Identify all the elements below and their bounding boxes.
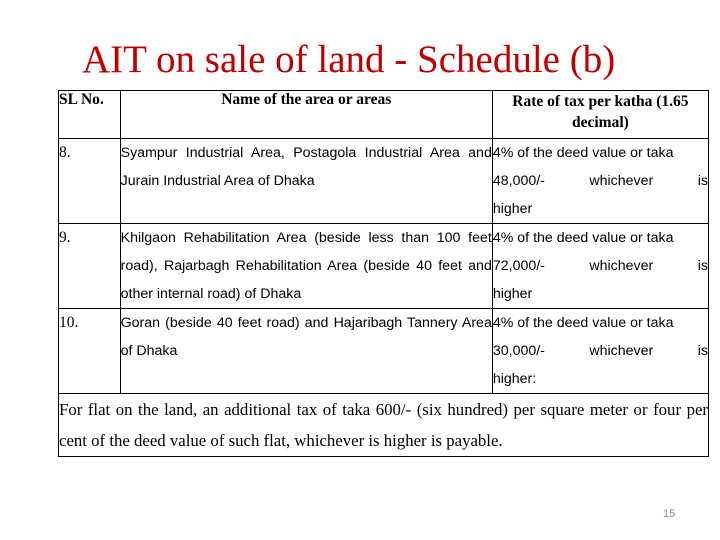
- table-note-row: [59, 394, 709, 457]
- page-number: 15: [663, 508, 676, 520]
- rate-line-justified: [493, 252, 708, 280]
- table-row: [59, 139, 709, 224]
- rate-amount: 48,000/-: [492, 173, 545, 189]
- rate-is: is: [697, 173, 708, 189]
- rate-whichever: whichever: [589, 343, 654, 359]
- rate-line: 4% of the deed value or taka: [492, 230, 674, 246]
- flat-tax-note: For flat on the land, an additional tax of taka 600/- (six hundred) per square meter or four per cent of the deed value of such flat, whichever is higher is payable.: [59, 394, 709, 457]
- rate-is: is: [697, 258, 708, 274]
- rate-amount: 30,000/-: [492, 343, 545, 359]
- header-sl-no: SL No.: [59, 91, 121, 139]
- row-sl-no: 10.: [59, 309, 121, 394]
- rate-line-justified: [493, 167, 708, 195]
- tax-schedule-table: [58, 90, 709, 457]
- table-row: [59, 224, 709, 309]
- row-area-name: Syampur Industrial Area, Postagola Industrial Area and Jurain Industrial Area of Dhaka: [120, 139, 492, 224]
- header-tax-rate-line1: Rate of tax per katha (1.65: [512, 93, 689, 110]
- row-area-name: Goran (beside 40 feet road) and Hajaribagh Tannery Area of Dhaka: [120, 309, 492, 394]
- header-tax-rate-line2: decimal): [572, 114, 629, 131]
- rate-line: 4% of the deed value or taka: [492, 145, 674, 161]
- rate-amount: 72,000/-: [492, 258, 545, 274]
- row-area-name: Khilgaon Rehabilitation Area (beside less than 100 feet road), Rajarbagh Rehabilitation Area (beside 40 feet and other internal road) of Dhaka: [120, 224, 492, 309]
- header-tax-rate: [492, 91, 708, 139]
- table-row: [59, 309, 709, 394]
- rate-whichever: whichever: [589, 173, 654, 189]
- rate-is: is: [697, 343, 708, 359]
- rate-line-justified: [493, 337, 708, 365]
- slide-title: AIT on sale of land - Schedule (b): [82, 38, 616, 81]
- header-area-name: Name of the area or areas: [120, 91, 492, 139]
- rate-tail: higher: [492, 286, 533, 302]
- table-header-row: [59, 91, 709, 139]
- row-tax-rate: [492, 224, 708, 309]
- rate-line: 4% of the deed value or taka: [492, 315, 674, 331]
- rate-tail: higher: [492, 201, 533, 217]
- row-tax-rate: [492, 309, 708, 394]
- row-tax-rate: [492, 139, 708, 224]
- row-sl-no: 9.: [59, 224, 121, 309]
- rate-tail: higher:: [492, 371, 537, 387]
- rate-whichever: whichever: [589, 258, 654, 274]
- row-sl-no: 8.: [59, 139, 121, 224]
